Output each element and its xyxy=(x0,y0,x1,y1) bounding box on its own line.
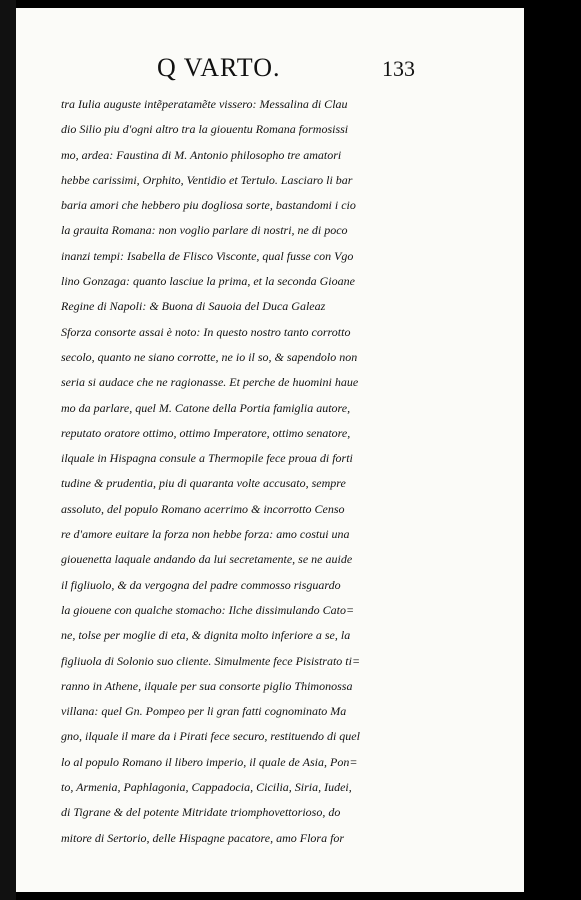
text-line: inanzi tempi: Isabella de Flisco Visconte, qual fusse con Vgo xyxy=(61,248,354,263)
running-head: Q VARTO. xyxy=(157,53,281,82)
text-line: gno, ilquale il mare da i Pirati fece securo, restituendo di quel xyxy=(61,729,360,744)
text-line: ne, tolse per moglie di eta, & dignita molto inferiore a se, la xyxy=(61,628,351,643)
text-line: ranno in Athene, ilquale per sua consorte piglio Thimonossa xyxy=(61,678,353,693)
text-line: mo da parlare, quel M. Catone della Portia famiglia autore, xyxy=(61,400,351,415)
scan-right-edge xyxy=(524,0,581,900)
text-line: villana: quel Gn. Pompeo per li gran fatti cognominato Ma xyxy=(61,704,347,719)
text-line: dio Silio piu d'ogni altro tra la giouentu Romana formosissi xyxy=(61,122,349,137)
text-line: hebbe carissimi, Orphito, Ventidio et Tertulo. Lasciaro li bar xyxy=(61,172,353,187)
text-line: mo, ardea: Faustina di M. Antonio philosopho tre amatori xyxy=(61,147,342,162)
text-line: re d'amore euitare la forza non hebbe forza: amo costui una xyxy=(61,527,350,542)
book-page xyxy=(16,8,524,892)
text-line: la grauita Romana: non voglio parlare di nostri, ne di poco xyxy=(61,223,348,238)
text-line: il figliuolo, & da vergogna del padre commosso risguardo xyxy=(61,577,341,592)
page-number: 133 xyxy=(382,56,415,81)
text-line: tra Iulia auguste intẽperatamẽte vissero: Messalina di Clau xyxy=(61,97,348,111)
text-line: mitore di Sertorio, delle Hispagne pacatore, amo Flora for xyxy=(61,830,345,845)
text-line: Sforza consorte assai è noto: In questo nostro tanto corrotto xyxy=(61,324,351,339)
text-line: baria amori che hebbero piu dogliosa sorte, bastandomi i cio xyxy=(61,198,356,213)
text-line: Regine di Napoli: & Buona di Sauoia del Duca Galeaz xyxy=(61,299,326,314)
text-line: la giouene con qualche stomacho: Ilche dissimulando Cato= xyxy=(61,602,355,617)
text-line: assoluto, del populo Romano acerrimo & incorrotto Censo xyxy=(61,501,345,516)
text-line: giouenetta laquale andando da lui secretamente, se ne auide xyxy=(61,552,353,567)
text-line: lo al populo Romano il libero imperio, il quale de Asia, Pon= xyxy=(61,754,358,769)
text-line: lino Gonzaga: quanto lasciue la prima, et la seconda Gioane xyxy=(61,274,355,289)
text-line: reputato oratore ottimo, ottimo Imperatore, ottimo senatore, xyxy=(61,425,351,440)
text-line: ilquale in Hispagna consule a Thermopile fece proua di forti xyxy=(61,451,353,466)
text-line: figliuola di Solonio suo cliente. Simulmente fece Pisistrato ti= xyxy=(61,653,361,668)
page-header xyxy=(16,53,524,83)
text-line: secolo, quanto ne siano corrotte, ne io il so, & sapendolo non xyxy=(61,349,358,364)
text-line: to, Armenia, Paphlagonia, Cappadocia, Cicilia, Siria, Iudei, xyxy=(61,780,352,795)
text-line: di Tigrane & del potente Mitridate triomphovettorioso, do xyxy=(61,805,341,820)
text-line: tudine & prudentia, piu di quaranta volte accusato, sempre xyxy=(61,476,346,491)
scan-left-edge xyxy=(0,0,16,900)
body-text xyxy=(61,92,521,851)
text-line: seria si audace che ne ragionasse. Et perche de huomini haue xyxy=(61,375,359,390)
